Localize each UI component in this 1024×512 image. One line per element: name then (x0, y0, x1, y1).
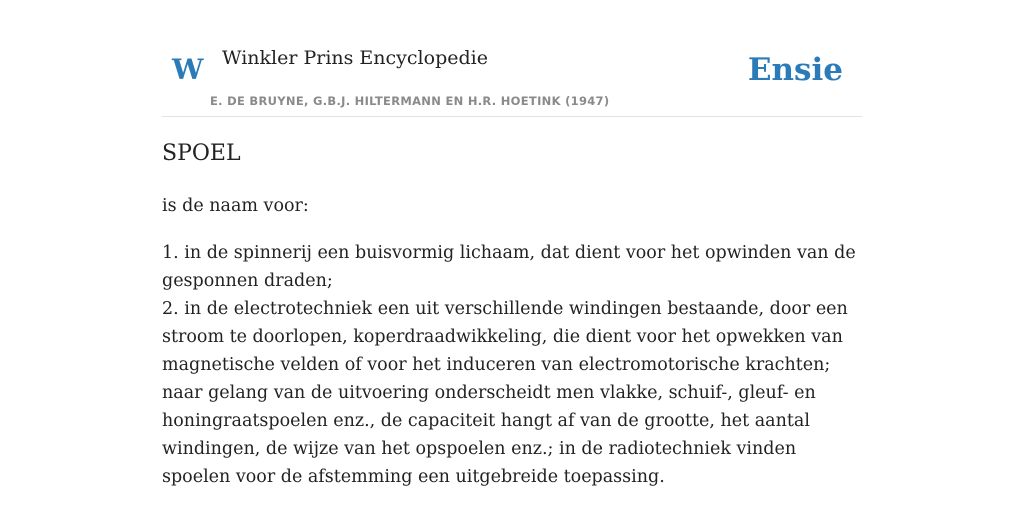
source-title[interactable]: Winkler Prins Encyclopedie (222, 47, 488, 69)
entry-title: SPOEL (162, 141, 241, 166)
page-container (162, 0, 862, 487)
definition-list (162, 239, 862, 491)
source-authors: E. DE BRUYNE, G.B.J. HILTERMANN EN H.R. HOETINK (1947) (210, 94, 610, 108)
definition-item: 2. in de electrotechniek een uit verschillende windingen bestaande, door een stroom te doorlopen, koperdraadwikkeling, die dient voor het opwekken van magnetische velden of voor het induceren van electromotorische krachten; naar gelang van de uitvoering onderscheidt men vlakke, schuif-, gleuf- en honingraatspoelen enz., de capaciteit hangt af van de grootte, het aantal windingen, de wijze van het opspoelen enz.; in de radiotechniek vinden spoelen voor de afstemming een uitgebreide toepassing. (162, 299, 848, 487)
source-header (162, 0, 862, 117)
entry-intro: is de naam voor: (162, 196, 309, 216)
definition-item: 1. in de spinnerij een buisvormig lichaam, dat dient voor het opwinden van de gesponnen draden; (162, 243, 856, 291)
ensie-logo-link[interactable]: Ensie (747, 52, 843, 88)
winkler-prins-logo[interactable]: W (172, 53, 204, 86)
